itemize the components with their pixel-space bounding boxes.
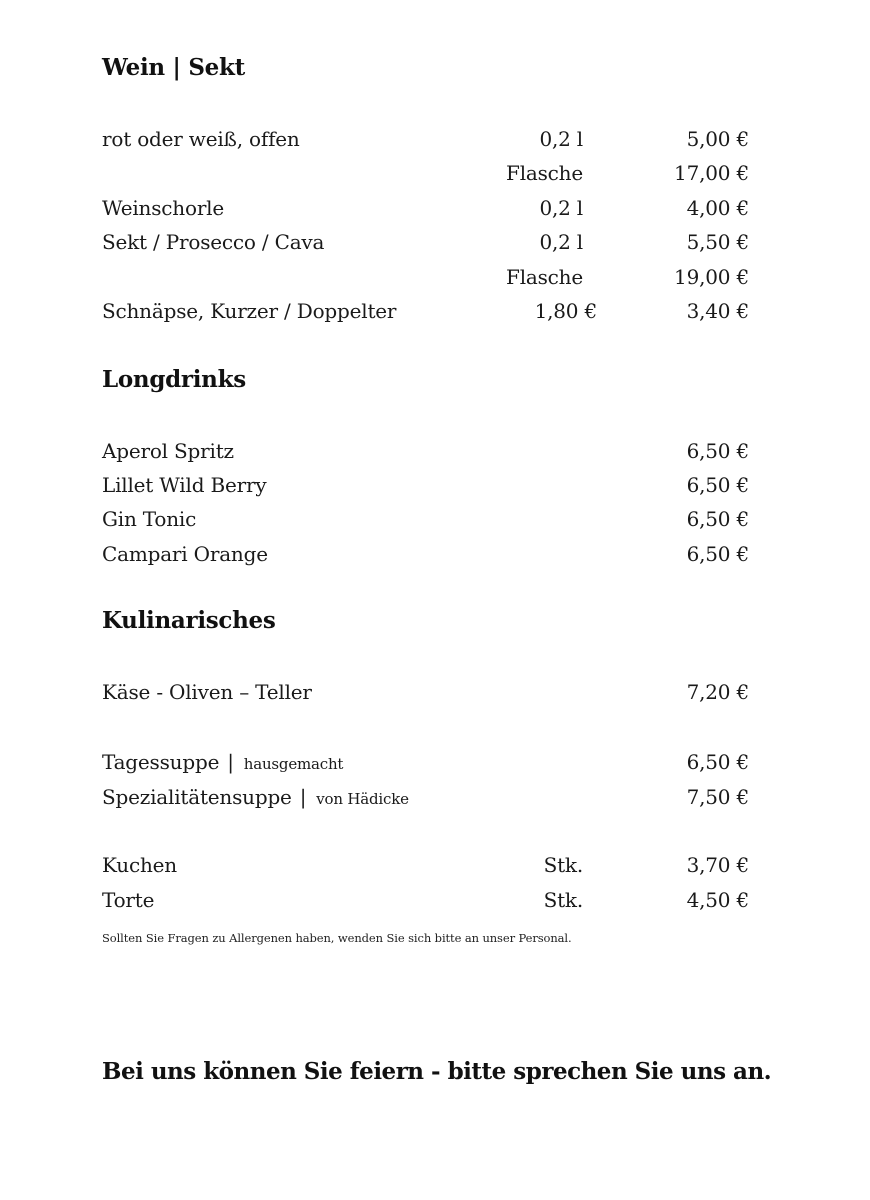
menu-row: [0, 230, 870, 260]
item-name: Kuchen: [102, 853, 177, 877]
item-quantity: Stk.: [543, 888, 583, 912]
menu-row: [0, 542, 870, 572]
menu-row: [0, 750, 870, 780]
menu-row: [0, 299, 870, 329]
item-quantity: 0,2 l: [539, 127, 583, 151]
item-price: 7,20 €: [686, 680, 749, 704]
menu-row: [0, 473, 870, 503]
menu-row: [0, 853, 870, 883]
item-price: 6,50 €: [686, 542, 749, 566]
item-name: Käse - Oliven – Teller: [102, 680, 312, 704]
item-price: 4,50 €: [686, 888, 749, 912]
menu-row: [0, 196, 870, 226]
item-name: Schnäpse, Kurzer / Doppelter: [102, 299, 397, 323]
item-name: Campari Orange: [102, 542, 268, 566]
menu-row: [0, 680, 870, 710]
item-quantity: Flasche: [506, 161, 583, 185]
item-price: 5,50 €: [686, 230, 749, 254]
item-name-group: [102, 750, 343, 774]
item-quantity: 0,2 l: [539, 230, 583, 254]
item-price: 6,50 €: [686, 750, 749, 774]
item-price: 4,00 €: [686, 196, 749, 220]
menu-row: [0, 507, 870, 537]
item-price: 6,50 €: [686, 507, 749, 531]
section-title-wein-sekt: Wein | Sekt: [102, 54, 245, 81]
item-name-group: [102, 785, 409, 809]
menu-row: [0, 439, 870, 469]
item-price: 6,50 €: [686, 473, 749, 497]
item-price: 3,40 €: [686, 299, 749, 323]
item-note: hausgemacht: [243, 755, 344, 773]
item-quantity: Flasche: [506, 265, 583, 289]
item-name: Aperol Spritz: [102, 439, 234, 463]
item-name: Tagessuppe: [102, 750, 220, 774]
item-quantity: Stk.: [543, 853, 583, 877]
separator: |: [299, 785, 307, 809]
item-price: 6,50 €: [686, 439, 749, 463]
allergen-note: Sollten Sie Fragen zu Allergenen haben, wenden Sie sich bitte an unser Personal.: [102, 931, 572, 945]
menu-row: [0, 161, 870, 191]
item-price: 5,00 €: [686, 127, 749, 151]
section-title-kulinarisches: Kulinarisches: [102, 607, 276, 634]
item-name: Lillet Wild Berry: [102, 473, 267, 497]
separator: |: [227, 750, 234, 774]
item-name: Gin Tonic: [102, 507, 197, 531]
item-name: Weinschorle: [102, 196, 225, 220]
item-name: Sekt / Prosecco / Cava: [102, 230, 325, 254]
item-price: 17,00 €: [674, 161, 749, 185]
item-price: 3,70 €: [686, 853, 749, 877]
item-quantity: 0,2 l: [539, 196, 583, 220]
item-name: Spezialitätensuppe: [102, 785, 292, 809]
item-note: von Hädicke: [316, 790, 409, 808]
menu-row: [0, 888, 870, 918]
menu-row: [0, 265, 870, 295]
item-price: 7,50 €: [686, 785, 749, 809]
footer-slogan: Bei uns können Sie feiern - bitte sprechen Sie uns an.: [102, 1058, 772, 1085]
item-price: 19,00 €: [674, 265, 749, 289]
section-title-longdrinks: Longdrinks: [102, 366, 246, 393]
item-price-single: 1,80 €: [534, 299, 597, 323]
menu-row: [0, 127, 870, 157]
item-name: Torte: [102, 888, 155, 912]
menu-row: [0, 785, 870, 815]
item-name: rot oder weiß, offen: [102, 127, 300, 151]
